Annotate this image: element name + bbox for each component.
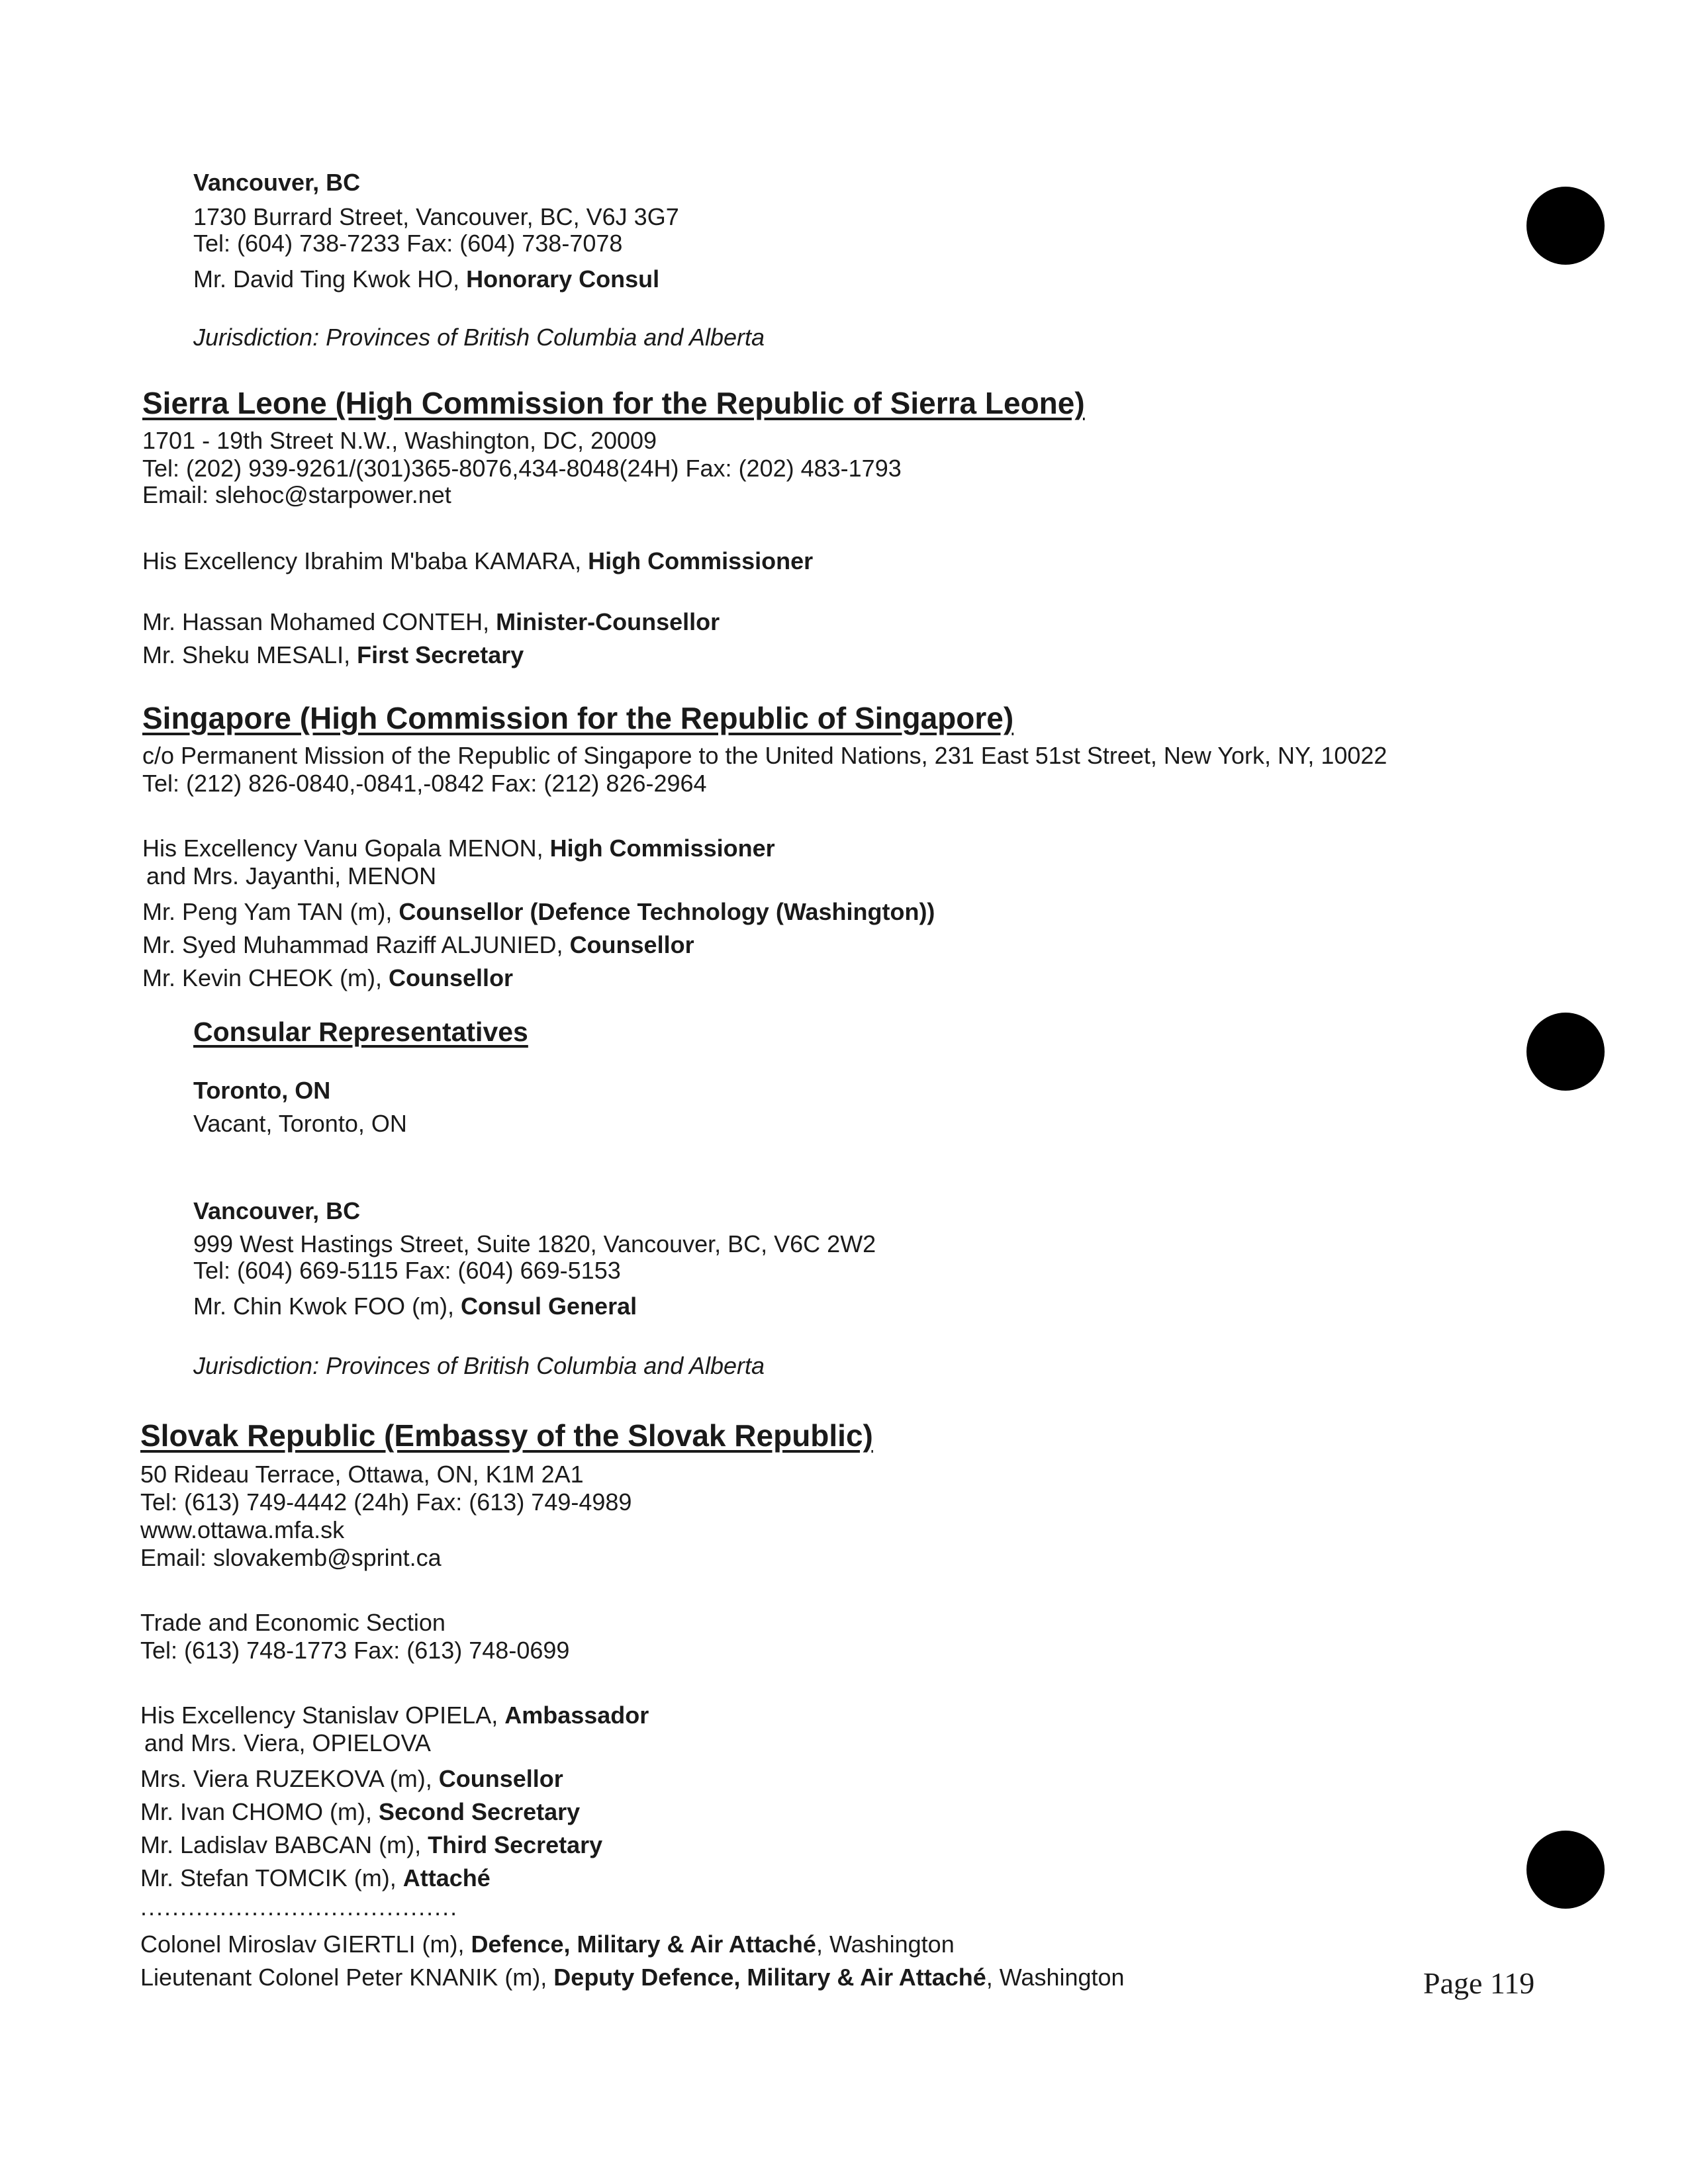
city-heading: Toronto, ON [193,1077,331,1104]
staff-name: Mr. Ivan CHOMO (m), [140,1798,379,1825]
binder-hole-icon [1526,1013,1605,1091]
staff-entry [140,1930,955,1959]
staff-entry [142,641,524,670]
staff-title: Honorary Consul [466,265,660,293]
country-heading-singapore: Singapore (High Commission for the Republic of Singapore) [142,701,1014,735]
dotted-separator: ........................................ [140,1893,459,1921]
page-number: Page 119 [1423,1966,1535,2000]
staff-name: Mr. David Ting Kwok HO, [193,265,467,293]
staff-entry [140,1831,602,1860]
staff-entry [142,834,775,863]
address-line: c/o Permanent Mission of the Republic of Singapore to the United Nations, 231 East 51st Street, New York, NY, 10022 [142,742,1387,769]
staff-title: Consul General [461,1293,637,1320]
tel-fax-line: Tel: (604) 738-7233 Fax: (604) 738-7078 [193,230,623,257]
staff-entry [140,1963,1125,1992]
staff-name: Mrs. Viera RUZEKOVA (m), [140,1765,439,1792]
staff-entry [142,964,513,993]
staff-title: Ambassador [504,1702,649,1729]
staff-title: Third Secretary [428,1831,603,1858]
tel-fax-line: Tel: (613) 748-1773 Fax: (613) 748-0699 [140,1637,570,1664]
staff-location: , Washington [986,1964,1125,1991]
country-heading-slovak-republic: Slovak Republic (Embassy of the Slovak Republic) [140,1418,873,1453]
staff-entry [142,608,720,637]
website-line: www.ottawa.mfa.sk [140,1516,345,1543]
spouse-line: and Mrs. Viera, OPIELOVA [144,1729,431,1756]
staff-title: High Commissioner [549,835,775,862]
staff-title: First Secretary [357,641,524,668]
staff-title: Counsellor [438,1765,563,1792]
staff-entry [142,897,935,927]
city-heading: Vancouver, BC [193,1197,361,1224]
binder-hole-icon [1526,187,1605,265]
consular-representatives-heading: Consular Representatives [193,1017,528,1047]
staff-title: Counsellor [389,964,514,991]
staff-name: His Excellency Vanu Gopala MENON, [142,835,550,862]
address-line: 50 Rideau Terrace, Ottawa, ON, K1M 2A1 [140,1461,584,1488]
staff-name: Mr. Stefan TOMCIK (m), [140,1864,403,1891]
staff-title: Counsellor [569,931,694,958]
binder-hole-icon [1526,1831,1605,1909]
staff-title: Second Secretary [379,1798,581,1825]
email-line: Email: slovakemb@sprint.ca [140,1544,442,1571]
staff-name: Mr. Syed Muhammad Raziff ALJUNIED, [142,931,570,958]
tel-fax-line: Tel: (604) 669-5115 Fax: (604) 669-5153 [193,1257,621,1284]
jurisdiction-note: Jurisdiction: Provinces of British Columbia and Alberta [193,1352,765,1379]
staff-entry [140,1701,649,1730]
email-line: Email: slehoc@starpower.net [142,481,451,508]
tel-fax-line: Tel: (212) 826-0840,-0841,-0842 Fax: (212) 826-2964 [142,770,707,797]
staff-entry [142,547,813,576]
tel-fax-line: Tel: (613) 749-4442 (24h) Fax: (613) 749-4989 [140,1488,632,1516]
staff-entry [142,931,694,960]
address-line: 1701 - 19th Street N.W., Washington, DC, 20009 [142,427,657,454]
staff-name: Mr. Kevin CHEOK (m), [142,964,389,991]
staff-entry [193,265,659,294]
staff-name: Mr. Hassan Mohamed CONTEH, [142,608,496,635]
staff-name: His Excellency Stanislav OPIELA, [140,1702,505,1729]
staff-entry [140,1797,580,1827]
staff-title: High Commissioner [588,547,814,574]
staff-entry [193,1292,637,1321]
staff-title: Attaché [402,1864,491,1891]
address-line: 1730 Burrard Street, Vancouver, BC, V6J 3G7 [193,203,679,230]
staff-name: Mr. Chin Kwok FOO (m), [193,1293,461,1320]
staff-name: Colonel Miroslav GIERTLI (m), [140,1931,471,1958]
staff-name: Mr. Sheku MESALI, [142,641,357,668]
address-line: 999 West Hastings Street, Suite 1820, Vancouver, BC, V6C 2W2 [193,1230,876,1257]
city-heading: Vancouver, BC [193,169,361,196]
tel-fax-line: Tel: (202) 939-9261/(301)365-8076,434-8048(24H) Fax: (202) 483-1793 [142,455,902,482]
staff-title: Defence, Military & Air Attaché [471,1931,816,1958]
staff-entry [140,1764,563,1794]
jurisdiction-note: Jurisdiction: Provinces of British Columbia and Alberta [193,324,765,351]
country-heading-sierra-leone: Sierra Leone (High Commission for the Republic of Sierra Leone) [142,386,1085,420]
staff-title: Counsellor (Defence Technology (Washington)) [399,898,935,925]
staff-entry [140,1864,491,1893]
staff-name: His Excellency Ibrahim M'baba KAMARA, [142,547,588,574]
staff-name: Lieutenant Colonel Peter KNANIK (m), [140,1964,554,1991]
staff-location: , Washington [816,1931,955,1958]
staff-name: Mr. Peng Yam TAN (m), [142,898,399,925]
staff-name: Mr. Ladislav BABCAN (m), [140,1831,428,1858]
section-label: Trade and Economic Section [140,1609,445,1636]
vacant-line: Vacant, Toronto, ON [193,1110,407,1137]
staff-title: Minister-Counsellor [496,608,720,635]
spouse-line: and Mrs. Jayanthi, MENON [146,862,437,889]
staff-title: Deputy Defence, Military & Air Attaché [553,1964,986,1991]
